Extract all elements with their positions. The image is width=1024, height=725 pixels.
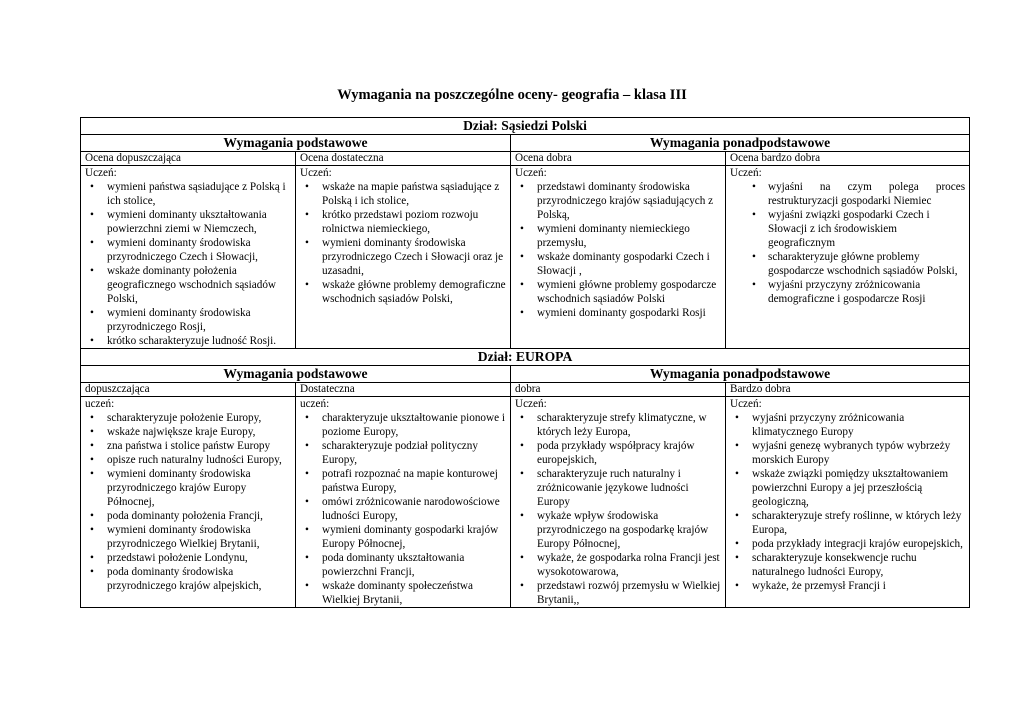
requirement-item: • poda przykłady integracji krajów europejskich,: [730, 537, 965, 551]
requirement-group-row: [81, 366, 970, 383]
requirement-item: • wskaże główne problemy demograficzne wschodnich sąsiadów Polski,: [300, 278, 506, 306]
requirement-item: • potrafi rozpoznać na mapie konturowej państwa Europy,: [300, 467, 506, 495]
requirement-item: • wymieni państwa sąsiadujące z Polską i ich stolice,: [85, 180, 291, 208]
student-lead: Uczeń:: [85, 167, 117, 179]
requirement-item: • scharakteryzuje strefy klimatyczne, w których leży Europa,: [515, 411, 721, 439]
requirement-list: [730, 411, 965, 593]
requirements-cell: [81, 166, 296, 349]
grade-level-label: Ocena dopuszczająca: [81, 152, 296, 166]
section-heading: Dział: EUROPA: [81, 349, 970, 366]
requirement-item: • wymieni dominanty ukształtowania powierzchni ziemi w Niemczech,: [85, 208, 291, 236]
requirement-list: [85, 411, 291, 593]
requirement-item: • wyjaśni związki gospodarki Czech i Słowacji z ich środowiskiem geograficznym: [730, 208, 965, 250]
requirement-item: • omówi zróżnicowanie narodowościowe ludności Europy,: [300, 495, 506, 523]
student-lead: Uczeń:: [515, 167, 547, 179]
grade-level-label: Dostateczna: [296, 383, 511, 397]
grade-level-row: [81, 152, 970, 166]
requirement-item: • przedstawi rozwój przemysłu w Wielkiej Brytanii,,: [515, 579, 721, 607]
requirement-item: • wymieni dominanty gospodarki krajów Europy Północnej,: [300, 523, 506, 551]
requirement-item: • wskaże największe kraje Europy,: [85, 425, 291, 439]
grade-level-row: [81, 383, 970, 397]
requirement-list: [730, 180, 965, 306]
requirement-item: • wskaże dominanty gospodarki Czech i Słowacji ,: [515, 250, 721, 278]
requirement-item: • krótko scharakteryzuje ludność Rosji.: [85, 334, 291, 348]
requirement-item: • wyjaśni przyczyny zróżnicowania demograficzne i gospodarcze Rosji: [730, 278, 965, 306]
requirement-item: • poda dominanty środowiska przyrodniczego krajów alpejskich,: [85, 565, 291, 593]
student-lead: Uczeń:: [730, 167, 762, 179]
requirement-item: • scharakteryzuje położenie Europy,: [85, 411, 291, 425]
requirement-item: • opisze ruch naturalny ludności Europy,: [85, 453, 291, 467]
grade-level-label: dobra: [511, 383, 726, 397]
requirement-group-row: [81, 135, 970, 152]
requirement-item: • wymieni dominanty środowiska przyrodniczego Czech i Słowacji,: [85, 236, 291, 264]
requirements-table: [80, 117, 970, 608]
student-lead: Uczeń:: [515, 398, 547, 410]
requirements-cell: [296, 397, 511, 608]
student-lead: Uczeń:: [730, 398, 762, 410]
group-basic-heading: Wymagania podstawowe: [81, 366, 511, 383]
requirement-item: • wskaże dominanty położenia geograficznego wschodnich sąsiadów Polski,: [85, 264, 291, 306]
requirement-item: • wymieni dominanty gospodarki Rosji: [515, 306, 721, 320]
requirement-item: • poda dominanty ukształtowania powierzchni Francji,: [300, 551, 506, 579]
requirement-item: • scharakteryzuje podział polityczny Europy,: [300, 439, 506, 467]
requirements-cell: [726, 397, 970, 608]
grade-level-label: dopuszczająca: [81, 383, 296, 397]
requirement-list: [515, 411, 721, 607]
grade-level-label: Ocena dostateczna: [296, 152, 511, 166]
requirement-item: • wskaże związki pomiędzy ukształtowaniem powierzchni Europy a jej przeszłością geologiczną,: [730, 467, 965, 509]
requirement-item: • wyjaśni genezę wybranych typów wybrzeży morskich Europy: [730, 439, 965, 467]
document-title: Wymagania na poszczególne oceny- geografia – klasa III: [337, 87, 687, 103]
requirement-item: • wyjaśni przyczyny zróżnicowania klimatycznego Europy: [730, 411, 965, 439]
requirements-row: [81, 166, 970, 349]
requirement-item: • wymieni dominanty środowiska przyrodniczego Rosji,: [85, 306, 291, 334]
requirement-list: [85, 180, 291, 348]
student-lead: Uczeń:: [300, 167, 332, 179]
group-basic-heading: Wymagania podstawowe: [81, 135, 511, 152]
requirement-item: • wymieni główne problemy gospodarcze wschodnich sąsiadów Polski: [515, 278, 721, 306]
requirement-item: • wymieni dominanty niemieckiego przemysłu,: [515, 222, 721, 250]
group-extended-heading: Wymagania ponadpodstawowe: [511, 135, 970, 152]
requirement-list: [300, 411, 506, 607]
requirement-item: • scharakteryzuje ruch naturalny i zróżnicowanie językowe ludności Europy: [515, 467, 721, 509]
requirement-item: • wykaże, że przemysł Francji i: [730, 579, 965, 593]
requirement-item: • zna państwa i stolice państw Europy: [85, 439, 291, 453]
requirement-item: • poda przykłady współpracy krajów europejskich,: [515, 439, 721, 467]
requirements-cell: [726, 166, 970, 349]
requirement-item: • scharakteryzuje konsekwencje ruchu naturalnego ludności Europy,: [730, 551, 965, 579]
requirements-cell: [81, 397, 296, 608]
section-heading-row: [81, 349, 970, 366]
requirement-item: • charakteryzuje ukształtowanie pionowe i poziome Europy,: [300, 411, 506, 439]
student-lead: uczeń:: [85, 398, 115, 410]
grade-level-label: Ocena bardzo dobra: [726, 152, 970, 166]
requirement-item: • wymieni dominanty środowiska przyrodniczego Wielkiej Brytanii,: [85, 523, 291, 551]
requirement-item: • wskaże na mapie państwa sąsiadujące z Polską i ich stolice,: [300, 180, 506, 208]
requirement-item: • przedstawi położenie Londynu,: [85, 551, 291, 565]
requirement-item: • wykaże wpływ środowiska przyrodniczego na gospodarkę krajów Europy Północnej,: [515, 509, 721, 551]
requirement-item: • scharakteryzuje strefy roślinne, w których leży Europa,: [730, 509, 965, 537]
requirements-cell: [296, 166, 511, 349]
requirement-item: • wyjaśni na czym polega proces restrukturyzacji gospodarki Niemiec: [730, 180, 965, 208]
student-lead: uczeń:: [300, 398, 330, 410]
requirement-item: • wymieni dominanty środowiska przyrodniczego Czech i Słowacji oraz je uzasadni,: [300, 236, 506, 278]
section-heading: Dział: Sąsiedzi Polski: [81, 118, 970, 135]
requirement-list: [515, 180, 721, 320]
requirement-item: • krótko przedstawi poziom rozwoju rolnictwa niemieckiego,: [300, 208, 506, 236]
group-extended-heading: Wymagania ponadpodstawowe: [511, 366, 970, 383]
requirement-item: • wykaże, że gospodarka rolna Francji jest wysokotowarowa,: [515, 551, 721, 579]
requirement-item: • wskaże dominanty społeczeństwa Wielkiej Brytanii,: [300, 579, 506, 607]
requirements-cell: [511, 166, 726, 349]
section-heading-row: [81, 118, 970, 135]
requirement-item: • wymieni dominanty środowiska przyrodniczego krajów Europy Północnej,: [85, 467, 291, 509]
grade-level-label: Bardzo dobra: [726, 383, 970, 397]
requirement-list: [300, 180, 506, 306]
requirements-cell: [511, 397, 726, 608]
requirement-item: • poda dominanty położenia Francji,: [85, 509, 291, 523]
requirement-item: • przedstawi dominanty środowiska przyrodniczego krajów sąsiadujących z Polską,: [515, 180, 721, 222]
requirement-item: • scharakteryzuje główne problemy gospodarcze wschodnich sąsiadów Polski,: [730, 250, 965, 278]
requirements-row: [81, 397, 970, 608]
grade-level-label: Ocena dobra: [511, 152, 726, 166]
